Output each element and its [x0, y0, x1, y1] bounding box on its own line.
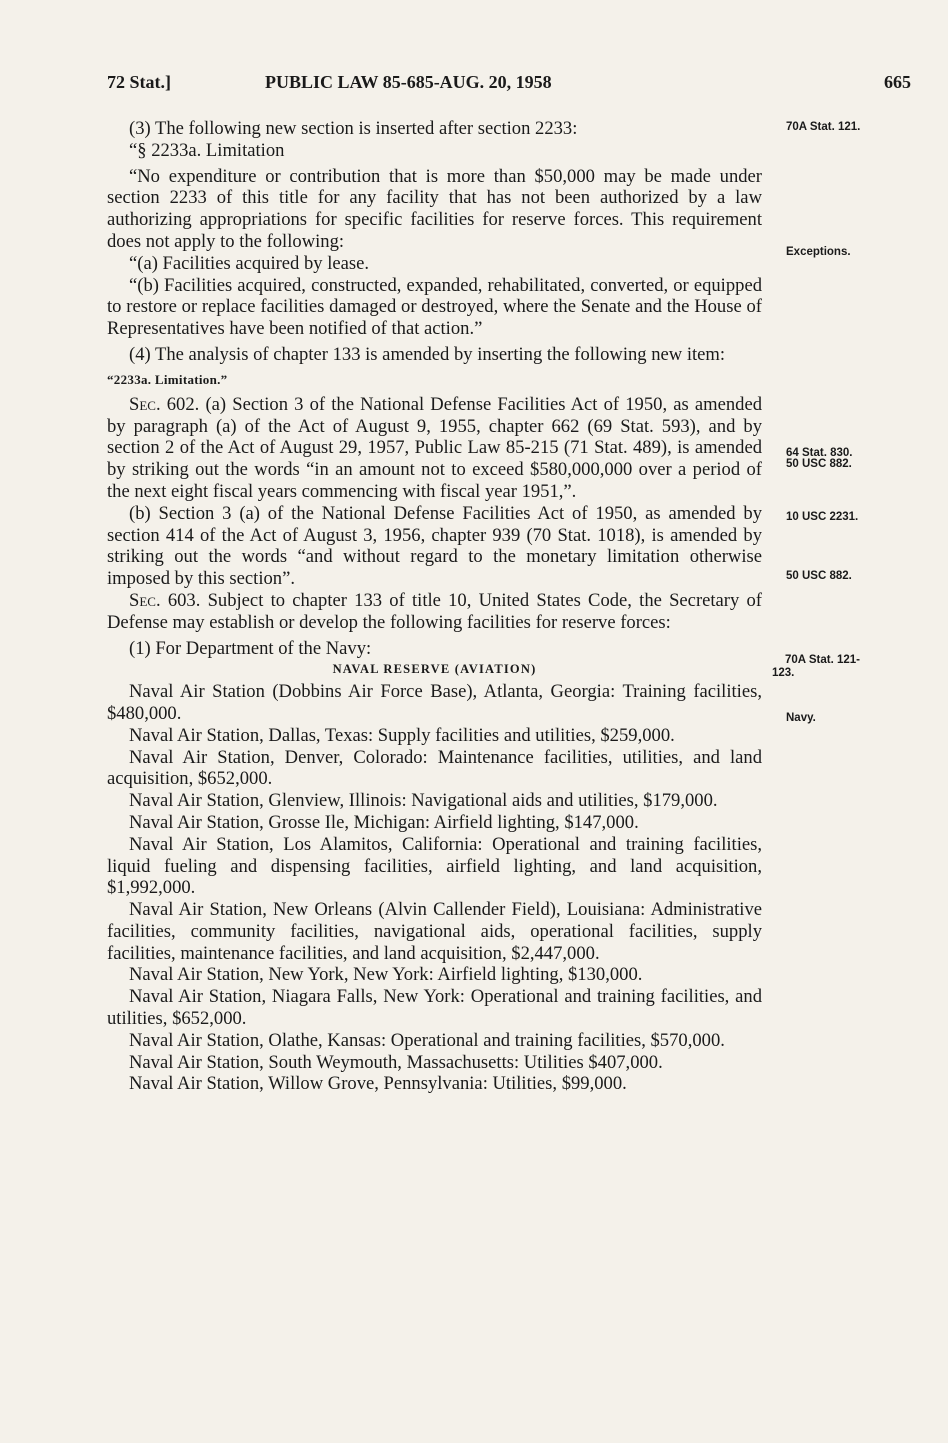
station-item: Naval Air Station, New York, New York: Airfield lighting, $130,000.	[129, 964, 643, 986]
margin-note: 50 USC 882.	[786, 458, 852, 470]
station-item: Naval Air Station, Willow Grove, Pennsylvania: Utilities, $99,000.	[129, 1073, 627, 1095]
paragraph-4: (4) The analysis of chapter 133 is amended by inserting the following new item:	[129, 343, 726, 365]
new-item-entry: “2233a. Limitation.”	[107, 371, 228, 387]
section-603	[107, 590, 762, 634]
limitation-paragraph: “No expenditure or contribution that is more than $50,000 may be made under section 2233 of this title for any facility that has not been authorized by a law authorizing appropriations for specific facilities for reserve forces. This requirement does not apply to the following:	[107, 165, 762, 252]
station-item: Naval Air Station, Glenview, Illinois: Navigational aids and utilities, $179,000.	[129, 790, 718, 812]
sec-label: Sec.	[129, 589, 161, 611]
margin-note: 70A Stat. 121-	[785, 654, 860, 666]
exception-b: “(b) Facilities acquired, constructed, expanded, rehabilitated, converted, or equipped to restore or replace facilities damaged or destroyed, where the Senate and the House of Representatives have been notified of that action.”	[107, 274, 762, 340]
station-item: Naval Air Station, Los Alamitos, California: Operational and training facilities, liquid fueling and dispensing facilities, airfield lighting, and land acquisition, $1,992,000.	[107, 833, 762, 899]
section-602-a	[107, 394, 762, 503]
header-volume: 72 Stat.]	[107, 72, 171, 92]
exception-a: “(a) Facilities acquired by lease.	[129, 252, 370, 274]
body-text	[107, 118, 762, 1095]
header-title: PUBLIC LAW 85-685-AUG. 20, 1958	[265, 72, 552, 92]
margin-note: 64 Stat. 830.	[786, 447, 853, 459]
page-number: 665	[884, 72, 911, 92]
station-item: Naval Air Station, New Orleans (Alvin Callender Field), Louisiana: Administrative facilities, community facilities, navigational aids, operational facilities, supply facilities, maintenance facilities, and land acquisition, $2,447,000.	[107, 899, 762, 964]
section-title-2233a: “§ 2233a. Limitation	[129, 139, 285, 161]
paragraph-3: (3) The following new section is inserted after section 2233:	[129, 118, 578, 139]
station-item: Naval Air Station, Olathe, Kansas: Operational and training facilities, $570,000.	[129, 1029, 725, 1051]
station-item: Naval Air Station, Denver, Colorado: Maintenance facilities, utilities, and land acquisition, $652,000.	[107, 746, 762, 790]
sec-label: Sec.	[129, 393, 161, 415]
sec-603-text: 603. Subject to chapter 133 of title 10, United States Code, the Secretary of Defense may establish or develop the following facilities for reserve forces:	[107, 589, 762, 633]
margin-note: 70A Stat. 121.	[786, 121, 861, 133]
sec-602-a-text: 602. (a) Section 3 of the National Defense Facilities Act of 1950, as amended by paragraph (a) of the Act of August 9, 1955, chapter 662 (69 Stat. 593), and by section 2 of the Act of August 29, 1957, Public Law 85-215 (71 Stat. 489), is amended by striking out the words “in an amount not to exceed $580,000,000 over a period of the next eight fiscal years commencing with fiscal year 1951,”.	[107, 393, 762, 502]
station-item: Naval Air Station, Niagara Falls, New York: Operational and training facilities, and utilities, $652,000.	[107, 986, 762, 1030]
margin-note: Navy.	[786, 712, 816, 724]
section-602-b: (b) Section 3 (a) of the National Defense Facilities Act of 1950, as amended by section 414 of the Act of August 3, 1956, chapter 939 (70 Stat. 1018), is amended by striking out the words “and without regard to the monetary limitation otherwise imposed by this section”.	[107, 502, 762, 590]
station-item: Naval Air Station, Grosse Ile, Michigan: Airfield lighting, $147,000.	[129, 811, 639, 833]
margin-note: 50 USC 882.	[786, 570, 852, 582]
station-item: Naval Air Station, South Weymouth, Massachusetts: Utilities $407,000.	[129, 1051, 663, 1073]
station-item: Naval Air Station, Dallas, Texas: Supply facilities and utilities, $259,000.	[129, 724, 675, 746]
section-heading: NAVAL RESERVE (AVIATION)	[332, 662, 537, 677]
margin-note: Exceptions.	[786, 246, 851, 258]
navy-item: (1) For Department of the Navy:	[129, 637, 372, 659]
station-item: Naval Air Station (Dobbins Air Force Base), Atlanta, Georgia: Training facilities, $480,000.	[107, 681, 762, 724]
margin-note: 10 USC 2231.	[786, 511, 859, 523]
margin-note: 123.	[772, 667, 795, 679]
running-header	[107, 72, 911, 96]
